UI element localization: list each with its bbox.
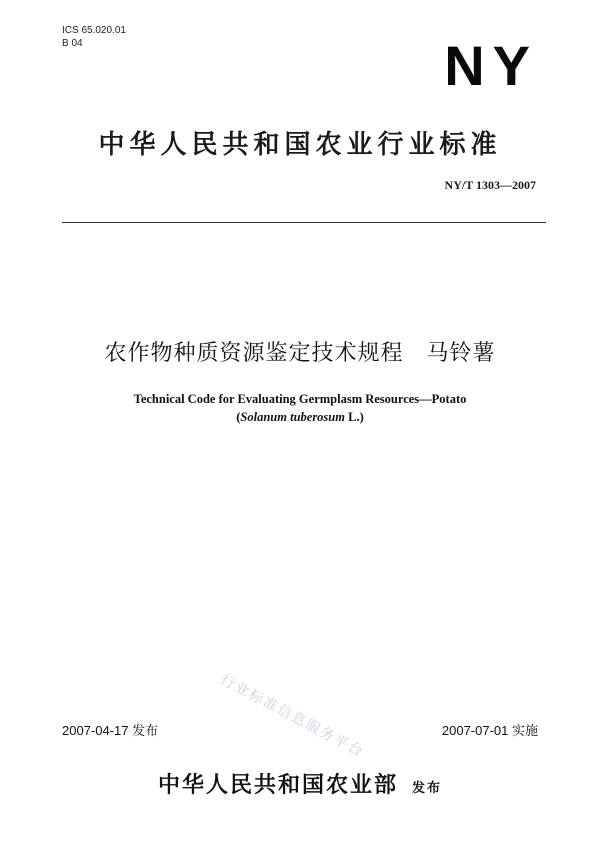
publish-label: 发布 [412, 781, 443, 796]
ics-code: ICS 65.020.01 [62, 25, 126, 36]
document-title-en: Technical Code for Evaluating Germplasm Resources—Potato [133, 392, 467, 406]
document-title-zh: 农作物种质资源鉴定技术规程 马铃薯 [104, 341, 496, 366]
standard-title: 中华人民共和国农业行业标准 [98, 130, 502, 160]
issue-date: 2007-04-17 发布 [62, 723, 159, 738]
latin-author: L.) [344, 410, 364, 424]
document-title-en-block [0, 390, 600, 426]
latin-open-paren: ( [236, 410, 241, 424]
standard-number: NY/T 1303—2007 [444, 178, 536, 192]
latin-name: Solanum tuberosum [240, 410, 345, 424]
classification-codes [62, 24, 126, 50]
watermark: 行业标准信息服务平台 [217, 671, 367, 762]
ny-logo: NY [444, 34, 538, 97]
ccs-code: B 04 [62, 38, 83, 49]
implementation-date: 2007-07-01 实施 [441, 723, 538, 738]
issuer-name: 中华人民共和国农业部 [157, 773, 398, 798]
latin-name-line [0, 408, 600, 426]
issuer [0, 768, 600, 799]
header-divider [62, 222, 546, 223]
